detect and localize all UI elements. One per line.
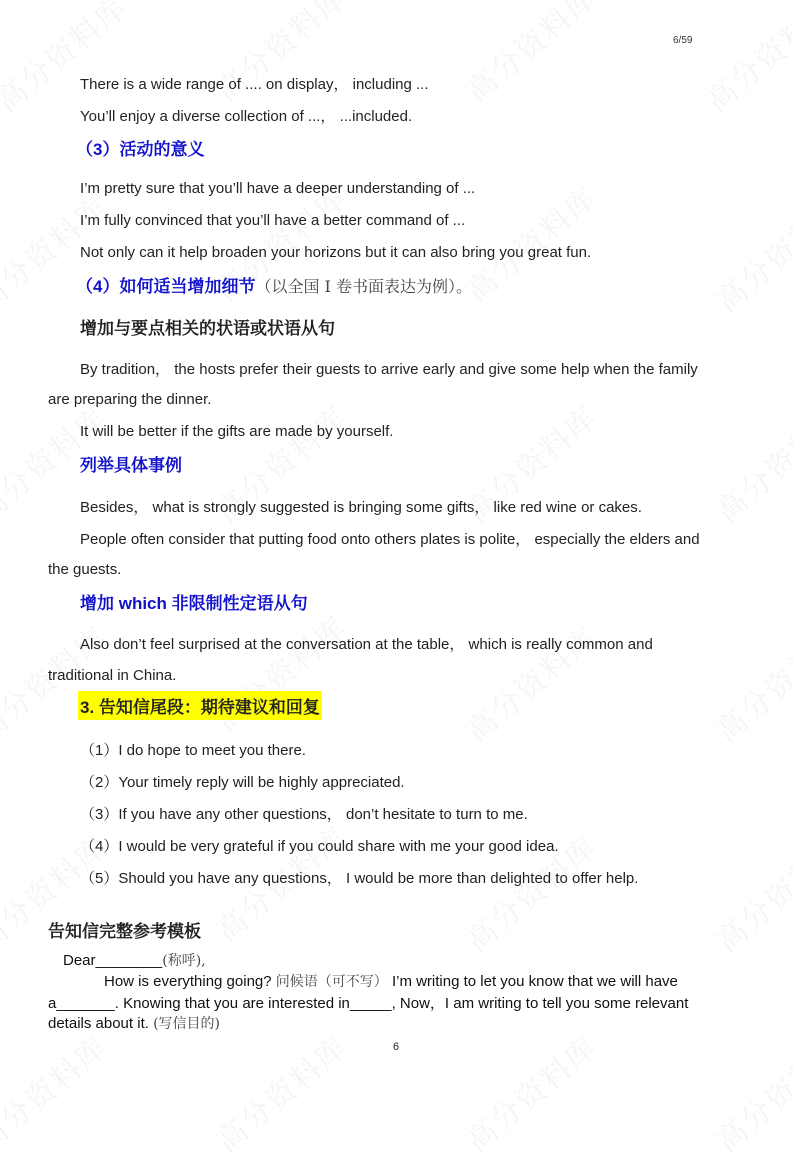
- body-line: People often consider that putting food onto others plates is polite， especially the elders and: [80, 531, 700, 548]
- closing-item: （3）If you have any other questions， don’t hesitate to turn to me.: [80, 806, 528, 823]
- closing-item: （4）I would be very grateful if you could share with me your good idea.: [80, 838, 559, 855]
- section-heading-3: （3）活动的意义: [76, 140, 205, 159]
- subheading: 增加 which 非限制性定语从句: [80, 594, 308, 613]
- salutation-note: (称呼),: [162, 953, 206, 969]
- body-line: It will be better if the gifts are made by yourself.: [80, 423, 394, 440]
- letter-salutation: [63, 950, 206, 970]
- body-line: are preparing the dinner.: [48, 391, 212, 408]
- closing-item: （1）I do hope to meet you there.: [80, 742, 306, 759]
- page-number: 6: [393, 1041, 400, 1053]
- letter-line-3: [48, 1013, 220, 1033]
- phrase-line: You’ll enjoy a diverse collection of ...， ...included.: [80, 108, 413, 125]
- body-line: traditional in China.: [48, 667, 177, 684]
- section-heading-4: [76, 272, 472, 297]
- closing-item: （2）Your timely reply will be highly appreciated.: [80, 774, 405, 791]
- watermark: [455, 0, 606, 110]
- section-heading-4-title: （4）如何适当增加细节: [76, 277, 256, 296]
- body-line: I’m pretty sure that you’ll have a deeper understanding of ...: [80, 180, 476, 197]
- subheading: 增加与要点相关的状语或状语从句: [80, 319, 335, 338]
- watermark: [695, 0, 793, 120]
- watermark: [705, 394, 793, 531]
- details-text: details about it.: [48, 1015, 149, 1032]
- template-heading: 告知信完整参考模板: [48, 922, 201, 941]
- closing-section-heading: 3. 告知信尾段：期待建议和回复: [78, 691, 322, 720]
- closing-item: （5）Should you have any questions， I would be more than delighted to offer help.: [80, 870, 639, 887]
- greeting-note: 问候语（可不写）: [275, 974, 388, 990]
- watermark: [705, 824, 793, 961]
- watermark: [0, 1024, 115, 1160]
- body-line: I’m fully convinced that you’ll have a better command of ...: [80, 212, 466, 229]
- body-line: By tradition， the hosts prefer their guests to arrive early and give some help when the family: [80, 361, 698, 378]
- watermark: [705, 614, 793, 751]
- subheading: 列举具体事例: [80, 456, 182, 475]
- watermark: [705, 1024, 793, 1160]
- body-line: Besides， what is strongly suggested is bringing some gifts， like red wine or cakes.: [80, 499, 642, 516]
- details-note: (写信目的): [153, 1016, 221, 1032]
- section-heading-4-note: （以全国 I 卷书面表达为例）。: [255, 277, 472, 296]
- letter-line-1: [104, 971, 678, 991]
- body-line: Also don’t feel surprised at the conversation at the table， which is really common and: [80, 636, 653, 653]
- watermark: [205, 1024, 356, 1160]
- body-line: the guests.: [48, 561, 122, 578]
- watermark: [455, 174, 606, 311]
- phrase-line: There is a wide range of .... on display， including ...: [80, 76, 429, 93]
- watermark: [455, 1024, 606, 1160]
- purpose-text: I’m writing to let you know that we will have: [391, 973, 678, 990]
- greeting-text: How is everything going?: [104, 973, 272, 990]
- watermark: [0, 0, 135, 120]
- body-line: Not only can it help broaden your horizons but it can also bring you great fun.: [80, 244, 592, 261]
- salutation-text: Dear________: [63, 952, 163, 969]
- page-counter: 6/59: [673, 35, 693, 46]
- watermark: [705, 184, 793, 321]
- letter-line-2: a_______. Knowing that you are interested in_____, Now，I am writing to tell you some relevant: [48, 995, 689, 1012]
